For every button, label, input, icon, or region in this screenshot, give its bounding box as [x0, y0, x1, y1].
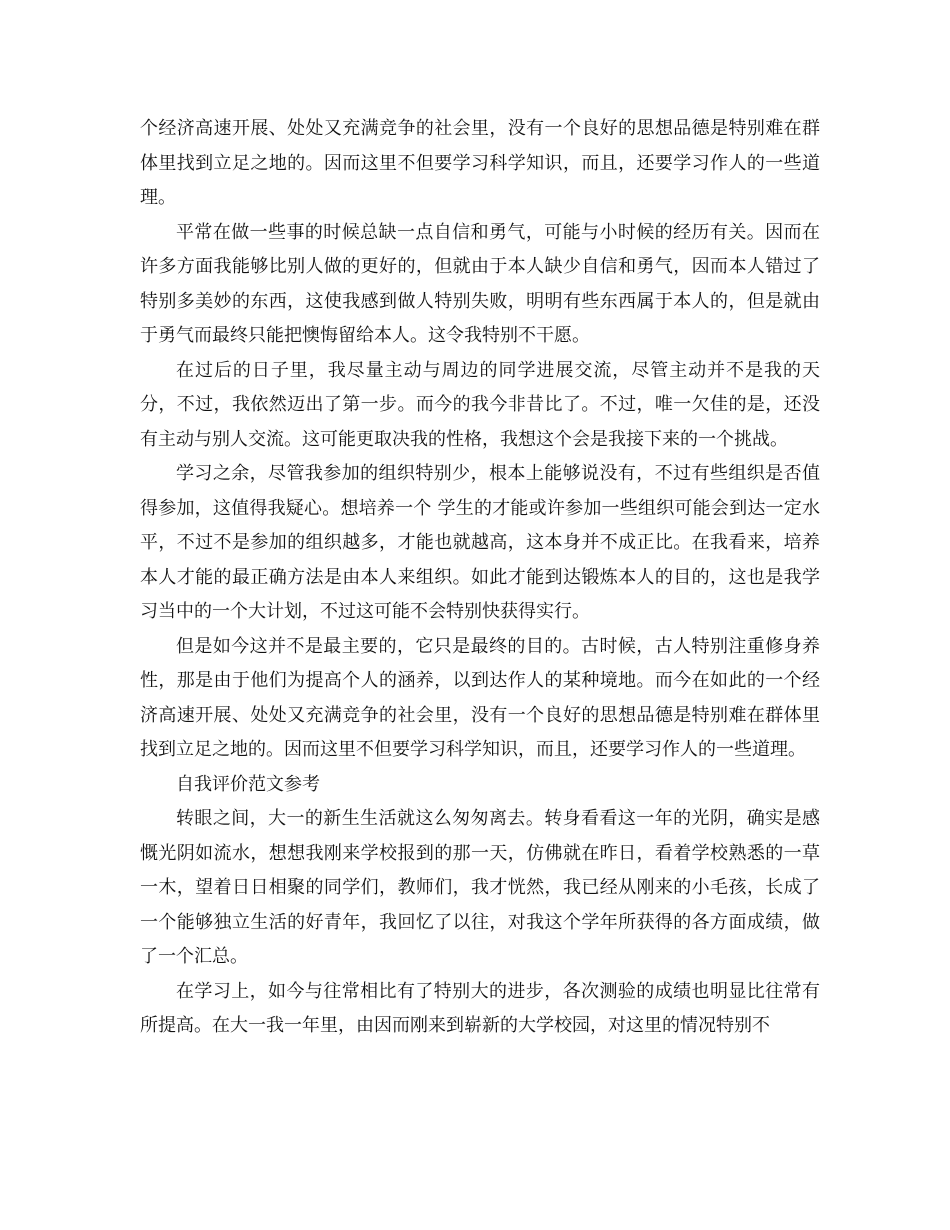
paragraph-6: 转眼之间，大一的新生生活就这么匆匆离去。转身看看这一年的光阴，确实是感慨光阴如流水，想想我刚来学校报到的那一天，仿佛就在昨日，看着学校熟悉的一草一木，望着日日相聚的同学们，教师们，我才恍然，我已经从刚来的小毛孩，长成了一个能够独立生活的好青年，我回忆了以往，对我这个学年所获得的各方面成绩，做了一个汇总。: [140, 808, 820, 967]
paragraph-5: 但是如今这并不是最主要的，它只是最终的目的。古时候，古人特别注重修身养性，那是由于他们为提高个人的涵养，以到达作人的某种境地。而今在如此的一个经济高速开展、处处又充满竞争的社会里，没有一个良好的思想品德是特别难在群体里找到立足之地的。因而这里不但要学习科学知识，而且，还要学习作人的一些道理。: [140, 635, 820, 760]
section-heading: 自我评价范文参考: [176, 773, 320, 795]
paragraph-7: 在学习上，如今与往常相比有了特别大的进步，各次测验的成绩也明显比往常有所提高。在大一我一年里，由因而刚来到崭新的大学校园，对这里的情况特别不: [140, 980, 820, 1036]
paragraph-2: 平常在做一些事的时候总缺一点自信和勇气，可能与小时候的经历有关。因而在许多方面我能够比别人做的更好的，但就由于本人缺少自信和勇气，因而本人错过了特别多美妙的东西，这使我感到做人特别失败，明明有些东西属于本人的，但是就由于勇气而最终只能把懊悔留给本人。这令我特别不干愿。: [140, 221, 820, 346]
paragraph-1: 个经济高速开展、处处又充满竞争的社会里，没有一个良好的思想品德是特别难在群体里找到立足之地的。因而这里不但要学习科学知识，而且，还要学习作人的一些道理。: [140, 118, 820, 208]
document-body: [140, 112, 820, 1044]
paragraph-3: 在过后的日子里，我尽量主动与周边的同学进展交流，尽管主动并不是我的天分，不过，我依然迈出了第一步。而今的我今非昔比了。不过，唯一欠佳的是，还没有主动与别人交流。这可能更取决我的性格，我想这个会是我接下来的一个挑战。: [140, 359, 820, 450]
paragraph-4: 学习之余，尽管我参加的组织特别少，根本上能够说没有，不过有些组织是否值得参加，这值得我疑心。想培养一个 学生的才能或许参加一些组织可能会到达一定水平，不过不是参加的组织越多，才能也就越高，这本身并不成正比。在我看来，培养本人才能的最正确方法是由本人来组织。如此才能到达锻炼本人的目的，这也是我学习当中的一个大计划，不过这可能不会特别快获得实行。: [140, 463, 820, 622]
